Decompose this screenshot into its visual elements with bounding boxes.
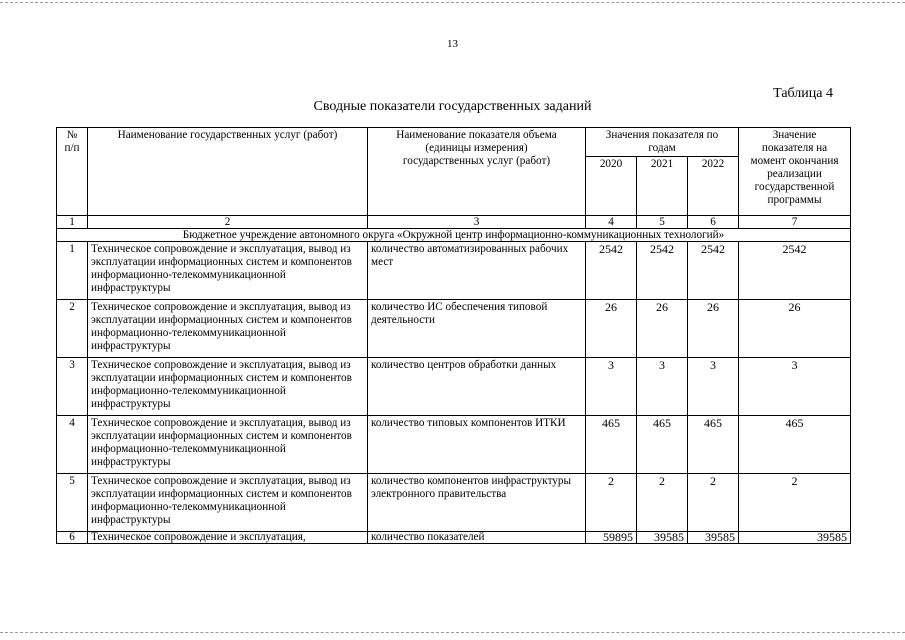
indicator-name: количество автоматизированных рабочих мест [368,242,586,300]
value-2022: 39585 [688,532,739,544]
page-number: 13 [447,38,458,50]
value-final: 465 [739,416,851,474]
indicator-name: количество показателей [368,532,586,544]
header-year-2021: 2021 [637,157,688,216]
row-number: 2 [57,300,88,358]
header-values-by-year: Значения показателя по годам [586,128,739,157]
table-row [57,242,851,300]
indicator-name: количество центров обработки данных [368,358,586,416]
value-2020: 59895 [586,532,637,544]
value-2022: 2 [688,474,739,532]
column-number: 3 [368,216,586,229]
row-number: 6 [57,532,88,544]
service-name: Техническое сопровождение и эксплуатация, вывод из эксплуатации информационных систем и компонентов информационно-телекоммуникационной инфраструктуры [88,474,368,532]
indicator-name: количество типовых компонентов ИТКИ [368,416,586,474]
indicator-name: количество ИС обеспечения типовой деятельности [368,300,586,358]
value-final: 2 [739,474,851,532]
value-2020: 26 [586,300,637,358]
value-2022: 3 [688,358,739,416]
value-2021: 2 [637,474,688,532]
row-number: 3 [57,358,88,416]
row-number: 4 [57,416,88,474]
service-name: Техническое сопровождение и эксплуатация, вывод из эксплуатации информационных систем и компонентов информационно-телекоммуникационной инфраструктуры [88,416,368,474]
value-2022: 465 [688,416,739,474]
header-final-value: Значение показателя на момент окончания реализации государственной программы [739,128,851,216]
value-2020: 3 [586,358,637,416]
indicator-name: количество компонентов инфраструктуры электронного правительства [368,474,586,532]
summary-table [56,127,851,544]
header-year-2020: 2020 [586,157,637,216]
value-2022: 26 [688,300,739,358]
column-number: 6 [688,216,739,229]
table-row [57,416,851,474]
table-row [57,300,851,358]
header-year-2022: 2022 [688,157,739,216]
value-2020: 465 [586,416,637,474]
column-number: 7 [739,216,851,229]
value-2022: 2542 [688,242,739,300]
service-name: Техническое сопровождение и эксплуатация, вывод из эксплуатации информационных систем и компонентов информационно-телекоммуникационной инфраструктуры [88,242,368,300]
header-indicator: Наименование показателя объема (единицы измерения) государственных услуг (работ) [368,128,586,216]
value-2020: 2 [586,474,637,532]
column-number: 1 [57,216,88,229]
value-final: 39585 [739,532,851,544]
organization-name: Бюджетное учреждение автономного округа «Окружной центр информационно-коммуникационных технологий» [57,229,851,242]
organization-row [57,229,851,242]
header-num: № п/п [57,128,88,216]
scan-edge-bottom [0,632,905,633]
row-number: 1 [57,242,88,300]
table-row [57,358,851,416]
value-2021: 2542 [637,242,688,300]
value-final: 3 [739,358,851,416]
service-name: Техническое сопровождение и эксплуатация, вывод из эксплуатации информационных систем и компонентов информационно-телекоммуникационной инфраструктуры [88,358,368,416]
value-2021: 3 [637,358,688,416]
value-final: 2542 [739,242,851,300]
value-final: 26 [739,300,851,358]
column-number: 4 [586,216,637,229]
value-2020: 2542 [586,242,637,300]
table-label: Таблица 4 [773,86,833,101]
table-row [57,474,851,532]
column-number: 2 [88,216,368,229]
column-number: 5 [637,216,688,229]
header-service: Наименование государственных услуг (работ) [88,128,368,216]
value-2021: 465 [637,416,688,474]
value-2021: 26 [637,300,688,358]
header-row [57,128,851,157]
value-2021: 39585 [637,532,688,544]
document-title: Сводные показатели государственных заданий [313,99,592,114]
table-row [57,532,851,544]
scan-edge-top [0,2,905,3]
column-numbers-row [57,216,851,229]
row-number: 5 [57,474,88,532]
service-name: Техническое сопровождение и эксплуатация, вывод из эксплуатации информационных систем и компонентов информационно-телекоммуникационной инфраструктуры [88,300,368,358]
service-name: Техническое сопровождение и эксплуатация, [88,532,368,544]
